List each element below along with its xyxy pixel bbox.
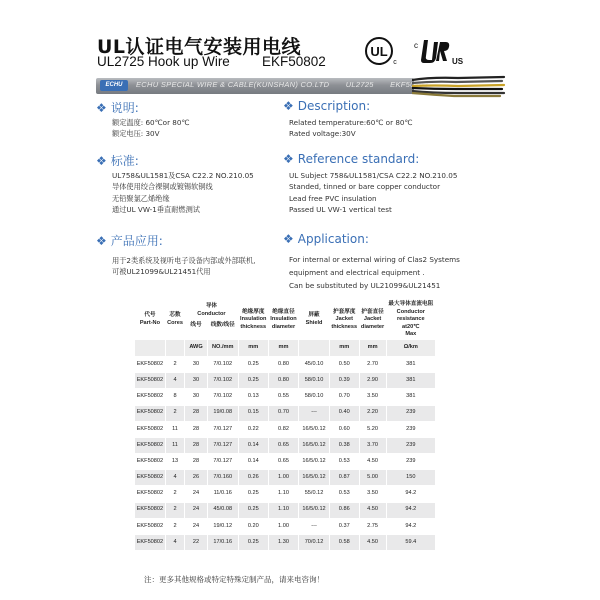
unit-cell <box>165 339 184 356</box>
table-cell: 4.50 <box>359 454 386 470</box>
table-cell: 70/0.12 <box>299 535 330 551</box>
table-row <box>135 373 436 389</box>
header-text: thickness <box>331 323 358 330</box>
table-cell: 19/0.12 <box>207 518 238 534</box>
table-row <box>135 405 436 421</box>
table-cell: EKF50802 <box>135 535 166 551</box>
table-cell: EKF50802 <box>135 389 166 405</box>
table-cell: 0.39 <box>329 373 359 389</box>
unit-cell: NO./mm <box>207 339 238 356</box>
header-text: diameter <box>271 323 296 330</box>
header-cores <box>165 301 184 340</box>
table-cell: 94.2 <box>386 518 435 534</box>
heading-text: 说明: <box>110 101 139 115</box>
section-heading-standard-cn <box>96 152 139 169</box>
table-cell: 94.2 <box>386 486 435 502</box>
heading-text: Application: <box>297 232 369 246</box>
table-cell: 16/5/0.12 <box>299 470 330 486</box>
header-conductor <box>185 301 238 321</box>
header-text: 最大导体直流电阻 <box>388 301 434 307</box>
table-cell: 1.30 <box>268 535 298 551</box>
table-cell: --- <box>299 518 330 534</box>
table-cell: 11/0.16 <box>207 486 238 502</box>
table-row <box>135 518 436 534</box>
table-cell: 7/0.127 <box>207 421 238 437</box>
table-cell: 55/0.12 <box>299 486 330 502</box>
header-text: Jacket <box>363 316 382 323</box>
table-cell: 1.00 <box>268 518 298 534</box>
application-cn-line-2: 可被UL21099&UL21451代用 <box>112 267 211 276</box>
description-en-line-1: Related temperature:60℃ or 80℃ <box>289 118 413 127</box>
application-cn-line-1: 用于2类系统及视听电子设备内部或外部联机, <box>112 256 256 265</box>
application-en-line-3: Can be substituted by UL21099&UL21451 <box>289 281 441 290</box>
table-cell: 5.00 <box>359 470 386 486</box>
table-cell: EKF50802 <box>135 356 166 372</box>
standard-cn-line-4: 通过UL VW-1垂直耐燃测试 <box>112 205 200 214</box>
cable-illustration <box>96 74 506 98</box>
table-cell: 30 <box>185 356 208 372</box>
table-row <box>135 421 436 437</box>
header-insulation-diameter <box>268 301 298 340</box>
header-text: Cores <box>167 319 183 326</box>
header-shield <box>299 301 330 340</box>
table-cell: 22 <box>185 535 208 551</box>
table-cell: 16/5/0.12 <box>299 421 330 437</box>
table-cell: 4.50 <box>359 535 386 551</box>
table-cell: 2.70 <box>359 356 386 372</box>
table-cell: 239 <box>386 405 435 421</box>
spec-table-body <box>135 356 436 550</box>
table-cell: EKF50802 <box>135 405 166 421</box>
table-cell: 150 <box>386 470 435 486</box>
page-title-cn: UL认证电气安装用电线 <box>97 36 302 58</box>
table-cell: 2 <box>165 486 184 502</box>
unit-cell: mm <box>329 339 359 356</box>
table-cell: 239 <box>386 454 435 470</box>
unit-cell: mm <box>359 339 386 356</box>
table-cell: 0.87 <box>329 470 359 486</box>
header-text: diameter <box>360 323 385 330</box>
table-cell: 45/0.08 <box>207 502 238 518</box>
standard-en-line-3: Lead free PVC insulation <box>289 194 377 203</box>
table-cell: 0.70 <box>268 405 298 421</box>
table-cell: 0.65 <box>268 454 298 470</box>
table-cell: 7/0.127 <box>207 454 238 470</box>
footer-note: 注：更多其他规格或特定特殊定制产品，请来电咨询！ <box>144 575 324 584</box>
spec-table <box>134 300 436 551</box>
header-text: 屏蔽 <box>308 312 320 319</box>
unit-cell: mm <box>268 339 298 356</box>
unit-cell: Ω/km <box>386 339 435 356</box>
table-cell: 1.00 <box>268 470 298 486</box>
diamond-bullet-icon: ❖ <box>283 99 294 113</box>
table-cell: 381 <box>386 389 435 405</box>
diamond-bullet-icon: ❖ <box>283 232 294 246</box>
table-cell: 0.14 <box>238 454 268 470</box>
table-cell: 58/0.10 <box>299 373 330 389</box>
cable-print-standard: UL2725 <box>345 80 374 89</box>
table-cell: EKF50802 <box>135 470 166 486</box>
heading-text: Reference standard: <box>297 152 420 166</box>
standard-cn-line-1: UL758&UL1581及CSA C22.2 NO.210.05 <box>112 171 254 180</box>
table-cell: 0.70 <box>329 389 359 405</box>
ul-c-text: c <box>393 59 397 66</box>
table-unit-row <box>135 339 436 356</box>
table-cell: 2 <box>165 518 184 534</box>
header-text: 芯数 <box>169 312 181 319</box>
cur-recognized-icon <box>412 36 466 66</box>
table-cell: 4.50 <box>359 502 386 518</box>
table-cell: 8 <box>165 389 184 405</box>
description-cn-line-1: 额定温度: 60℃or 80℃ <box>112 118 190 127</box>
table-cell: 7/0.127 <box>207 437 238 453</box>
table-header-row <box>135 301 436 321</box>
table-cell: 19/0.08 <box>207 405 238 421</box>
table-cell: 0.22 <box>238 421 268 437</box>
table-cell: 2 <box>165 356 184 372</box>
table-row <box>135 437 436 453</box>
table-cell: 0.25 <box>238 486 268 502</box>
header-part-no <box>135 301 166 340</box>
table-cell: 0.25 <box>238 502 268 518</box>
table-cell: 1.10 <box>268 502 298 518</box>
table-cell: 24 <box>185 486 208 502</box>
header-text: 绝缘直径 <box>272 308 295 315</box>
table-cell: 0.65 <box>268 437 298 453</box>
header-resistance <box>386 301 435 340</box>
table-cell: 0.60 <box>329 421 359 437</box>
table-cell: 0.86 <box>329 502 359 518</box>
header-text: 护套厚度 <box>333 308 356 315</box>
table-cell: EKF50802 <box>135 373 166 389</box>
model-number: EKF50802 <box>262 54 326 69</box>
table-row <box>135 502 436 518</box>
table-cell: 0.37 <box>329 518 359 534</box>
table-cell: 0.50 <box>329 356 359 372</box>
unit-cell <box>135 339 166 356</box>
header-text: 导体 <box>205 303 218 310</box>
standard-cn-line-2: 导体使用绞合裸铜或镀锡软铜线 <box>112 182 213 191</box>
table-cell: 0.82 <box>268 421 298 437</box>
unit-cell <box>299 339 330 356</box>
header-text: thickness <box>240 323 267 330</box>
header-insulation-thickness <box>238 301 268 340</box>
table-cell: 381 <box>386 373 435 389</box>
table-cell: 4 <box>165 373 184 389</box>
table-cell: --- <box>299 405 330 421</box>
section-heading-application-cn <box>96 232 163 249</box>
header-jacket-thickness <box>329 301 359 340</box>
diamond-bullet-icon: ❖ <box>96 233 107 248</box>
table-cell: 24 <box>185 518 208 534</box>
table-cell: 17/0.16 <box>207 535 238 551</box>
table-cell: 59.4 <box>386 535 435 551</box>
table-cell: 2 <box>165 405 184 421</box>
table-cell: 0.53 <box>329 486 359 502</box>
table-cell: 4 <box>165 535 184 551</box>
description-cn-line-2: 额定电压: 30V <box>112 129 160 138</box>
section-heading-standard-en <box>283 152 419 166</box>
header-text: Part-No <box>139 319 161 326</box>
table-cell: 0.20 <box>238 518 268 534</box>
header-text: 绝缘厚度 <box>242 308 265 315</box>
ul-listed-icon <box>362 36 400 66</box>
table-cell: 0.14 <box>238 437 268 453</box>
table-cell: EKF50802 <box>135 421 166 437</box>
table-cell: 3.50 <box>359 486 386 502</box>
table-cell: 5.20 <box>359 421 386 437</box>
table-cell: 0.55 <box>268 389 298 405</box>
table-cell: 1.10 <box>268 486 298 502</box>
table-cell: 30 <box>185 373 208 389</box>
table-cell: 94.2 <box>386 502 435 518</box>
table-cell: 0.40 <box>329 405 359 421</box>
heading-text: 产品应用: <box>110 234 163 248</box>
cable-print-model: EKF50802 <box>390 80 429 89</box>
table-cell: 0.25 <box>238 535 268 551</box>
cable-print <box>136 80 442 89</box>
table-cell: 239 <box>386 421 435 437</box>
header-text: Conductor <box>396 308 425 315</box>
unit-cell: AWG <box>185 339 208 356</box>
table-cell: 7/0.102 <box>207 373 238 389</box>
table-cell: 28 <box>185 421 208 437</box>
table-cell: EKF50802 <box>135 437 166 453</box>
table-cell: 239 <box>386 437 435 453</box>
header-text: resistance at20℃ <box>396 316 425 330</box>
table-cell: 0.15 <box>238 405 268 421</box>
table-cell: 45/0.10 <box>299 356 330 372</box>
table-row <box>135 454 436 470</box>
header-text: Conductor <box>197 310 226 317</box>
application-en-line-1: For internal or external wiring of Clas2 Systems <box>289 255 460 264</box>
standard-en-line-1: UL Subject 758&UL1581/CSA C22.2 NO.210.05 <box>289 171 458 180</box>
table-cell: 2.75 <box>359 518 386 534</box>
table-cell: 28 <box>185 454 208 470</box>
table-cell: 28 <box>185 405 208 421</box>
table-cell: 0.25 <box>238 356 268 372</box>
table-cell: 16/5/0.12 <box>299 502 330 518</box>
page-title-en: UL2725 Hook up Wire <box>97 54 230 69</box>
table-row <box>135 486 436 502</box>
table-cell: 11 <box>165 421 184 437</box>
table-cell: 0.80 <box>268 373 298 389</box>
cable-cores-icon <box>412 74 506 98</box>
table-cell: 0.80 <box>268 356 298 372</box>
table-cell: 0.26 <box>238 470 268 486</box>
table-cell: 4 <box>165 470 184 486</box>
standard-cn-line-3: 无铅聚氯乙烯绝缘 <box>112 194 170 203</box>
cur-c-text: c <box>414 41 418 50</box>
section-heading-description-en <box>283 99 370 113</box>
table-cell: 2 <box>165 502 184 518</box>
header-jacket-diameter <box>359 301 386 340</box>
table-cell: 24 <box>185 502 208 518</box>
table-cell: 28 <box>185 437 208 453</box>
cur-us-text: US <box>452 57 464 66</box>
table-row <box>135 535 436 551</box>
heading-text: Description: <box>297 99 371 113</box>
table-cell: 11 <box>165 437 184 453</box>
table-cell: 7/0.102 <box>207 389 238 405</box>
header-text: 护套直径 <box>361 308 384 315</box>
table-cell: 2.20 <box>359 405 386 421</box>
heading-text: 标准: <box>110 154 139 168</box>
diamond-bullet-icon: ❖ <box>96 153 107 168</box>
header-text: Jacket <box>335 316 353 323</box>
table-cell: 30 <box>185 389 208 405</box>
table-cell: 0.53 <box>329 454 359 470</box>
table-cell: EKF50802 <box>135 502 166 518</box>
standard-en-line-4: Passed UL VW-1 vertical test <box>289 205 392 214</box>
header-text: 代号 <box>144 312 156 319</box>
header-strand: 线数/线径 <box>207 321 238 332</box>
application-en-line-2: equipment and electrical equipment . <box>289 268 425 277</box>
table-row <box>135 389 436 405</box>
table-cell: EKF50802 <box>135 518 166 534</box>
table-cell: 0.58 <box>329 535 359 551</box>
table-cell: 58/0.10 <box>299 389 330 405</box>
table-cell: 0.25 <box>238 373 268 389</box>
table-cell: 0.13 <box>238 389 268 405</box>
cable-print-company: ECHU SPECIAL WIRE & CABLE(KUNSHAN) CO.LTD <box>136 80 330 89</box>
table-cell: 7/0.160 <box>207 470 238 486</box>
table-cell: EKF50802 <box>135 454 166 470</box>
ul-mark-text: UL <box>370 44 388 59</box>
table-row <box>135 356 436 372</box>
header-text: Insulation <box>270 316 297 323</box>
description-en-line-2: Rated voltage:30V <box>289 129 356 138</box>
table-cell: 2.90 <box>359 373 386 389</box>
header-text: Insulation <box>240 316 267 323</box>
diamond-bullet-icon: ❖ <box>96 100 107 115</box>
header-text: Shield <box>305 319 323 326</box>
table-cell: 16/5/0.12 <box>299 454 330 470</box>
table-cell: 381 <box>386 356 435 372</box>
header-text: Max <box>405 331 417 338</box>
header-wire-no: 线号 <box>185 321 208 332</box>
table-cell: EKF50802 <box>135 486 166 502</box>
section-heading-description-cn <box>96 99 139 116</box>
table-row <box>135 470 436 486</box>
table-cell: 13 <box>165 454 184 470</box>
diamond-bullet-icon: ❖ <box>283 152 294 166</box>
unit-cell: mm <box>238 339 268 356</box>
table-cell: 3.70 <box>359 437 386 453</box>
standard-en-line-2: Standed, tinned or bare copper conductor <box>289 182 441 191</box>
table-cell: 7/0.102 <box>207 356 238 372</box>
table-cell: 3.50 <box>359 389 386 405</box>
section-heading-application-en <box>283 232 369 246</box>
echu-logo: ECHU <box>100 80 128 91</box>
table-cell: 0.38 <box>329 437 359 453</box>
table-cell: 16/5/0.12 <box>299 437 330 453</box>
table-cell: 26 <box>185 470 208 486</box>
